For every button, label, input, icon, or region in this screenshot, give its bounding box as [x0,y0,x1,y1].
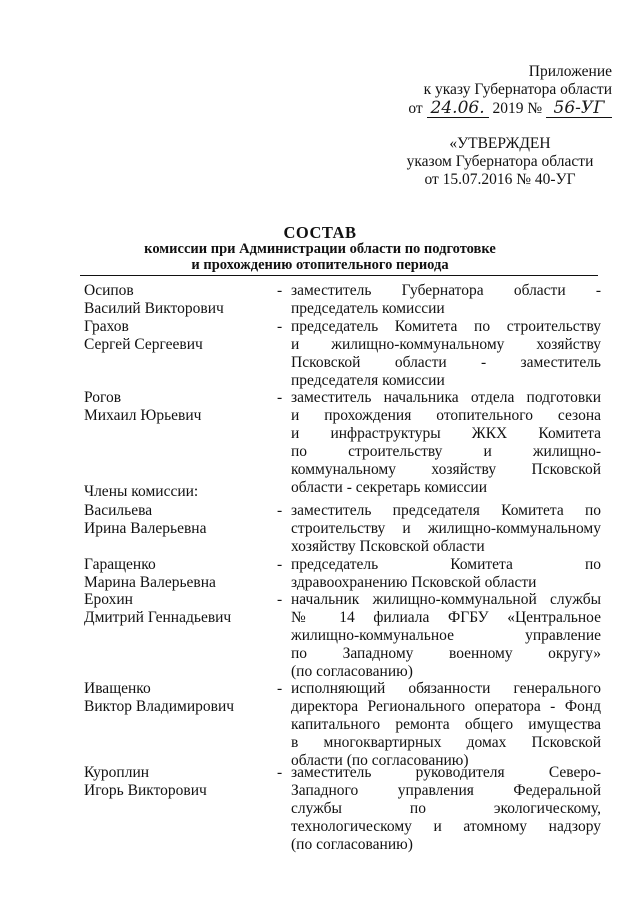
appendix-from: от [408,100,423,117]
member-position [291,502,601,556]
member-surname: Иващенко [84,680,151,697]
member-name [84,282,269,318]
members-label: Члены комиссии: [84,483,199,500]
member-name [84,502,269,538]
member-given-name: Сергей Сергеевич [84,336,203,353]
member-position [291,680,601,770]
position-line: начальник жилищно-коммунальной службы [291,591,601,608]
position-line: председатель Комитета по строительству [291,318,601,335]
member-given-name: Ирина Валерьевна [84,520,207,537]
position-line: в многоквартирных домах Псковской [291,734,601,751]
member-name [84,680,269,716]
member-given-name: Игорь Викторович [84,782,207,799]
member-position [291,389,601,497]
member-surname: Васильева [84,502,153,519]
position-line: заместитель начальника отдела подготовки [291,389,601,406]
position-line: (по согласованию) [291,663,413,680]
position-line: капитального ремонта общего имущества [291,716,601,733]
appendix-block [402,63,612,117]
member-surname: Грахов [84,318,129,335]
dash-separator: - [277,591,283,608]
member-given-name: Марина Валерьевна [84,574,216,591]
approved-by: указом Губернатора области [406,153,594,170]
dash-separator: - [277,502,283,519]
position-line: директора Регионального оператора - Фонд [291,698,601,715]
dash-separator: - [277,680,283,697]
position-line: (по согласованию) [291,836,413,853]
position-line: Западного управления Федеральной [291,782,601,799]
approved-date: от 15.07.2016 № 40-УГ [424,171,576,188]
position-line: председатель комиссии [291,300,445,317]
dash-separator: - [277,389,283,406]
position-line: и жилищно-коммунальному хозяйству [291,336,601,353]
position-line: № 14 филиала ФГБУ «Центральное [291,609,601,626]
position-line: заместитель руководителя Северо- [291,764,601,781]
dash-separator: - [277,556,283,573]
position-line: хозяйству Псковской области [291,538,485,555]
member-name [84,556,269,592]
position-line: службы по экологическому, [291,800,601,817]
member-position [291,282,601,318]
member-surname: Ерохин [84,591,133,608]
member-surname: Рогов [84,389,122,406]
dash-separator: - [277,282,283,299]
position-line: и инфраструктуры ЖКХ Комитета [291,425,601,442]
appendix-date-line [402,99,612,117]
member-name [84,591,269,627]
member-position [291,318,601,390]
approved-title: «УТВЕРЖДЕН [449,135,551,152]
member-position [291,764,601,854]
position-line: области (по согласованию) [291,752,469,769]
member-surname: Осипов [84,282,134,299]
position-line: жилищно-коммунальное управление [291,627,601,644]
handwritten-date: 24.06. [427,99,489,118]
document-subtitle-line2: и прохождению отопительного периода [191,257,449,273]
position-line: заместитель председателя Комитета по [291,502,601,519]
position-line: исполняющий обязанности генерального [291,680,601,697]
member-name [84,318,269,354]
handwritten-number: 56-УГ [546,99,612,118]
position-line: технологическому и атомному надзору [291,818,601,835]
top-rule [80,275,598,276]
member-surname: Гаращенко [84,556,156,573]
member-position [291,556,601,592]
dash-separator: - [277,318,283,335]
document-title: СОСТАВ [283,223,357,242]
appendix-title: Приложение [528,63,612,80]
dash-separator: - [277,764,283,781]
position-line: и прохождения отопительного сезона [291,407,601,424]
position-line: по Западному военному округу» [291,645,601,662]
member-name [84,764,269,800]
member-name [84,389,269,425]
position-line: строительству и жилищно-коммунальному [291,520,601,537]
position-line: здравоохранению Псковской области [291,574,537,591]
member-given-name: Михаил Юрьевич [84,407,202,424]
document-subtitle-line1: комиссии при Администрации области по подготовке [144,241,496,257]
position-line: области - секретарь комиссии [291,479,488,496]
member-surname: Куроплин [84,764,150,781]
approved-block [405,135,595,189]
member-position [291,591,601,681]
member-given-name: Дмитрий Геннадьевич [84,609,232,626]
member-given-name: Василий Викторович [84,300,224,317]
appendix-decree-ref: к указу Губернатора области [423,81,612,98]
position-line: Псковской области - заместитель [291,354,601,371]
position-line: председателя комиссии [291,372,445,389]
position-line: председатель Комитета по [291,556,601,573]
position-line: коммунальному хозяйству Псковской [291,461,601,478]
appendix-year: 2019 № [492,100,543,117]
position-line: заместитель Губернатора области - [291,282,601,299]
member-given-name: Виктор Владимирович [84,698,235,715]
position-line: по строительству и жилищно- [291,443,601,460]
